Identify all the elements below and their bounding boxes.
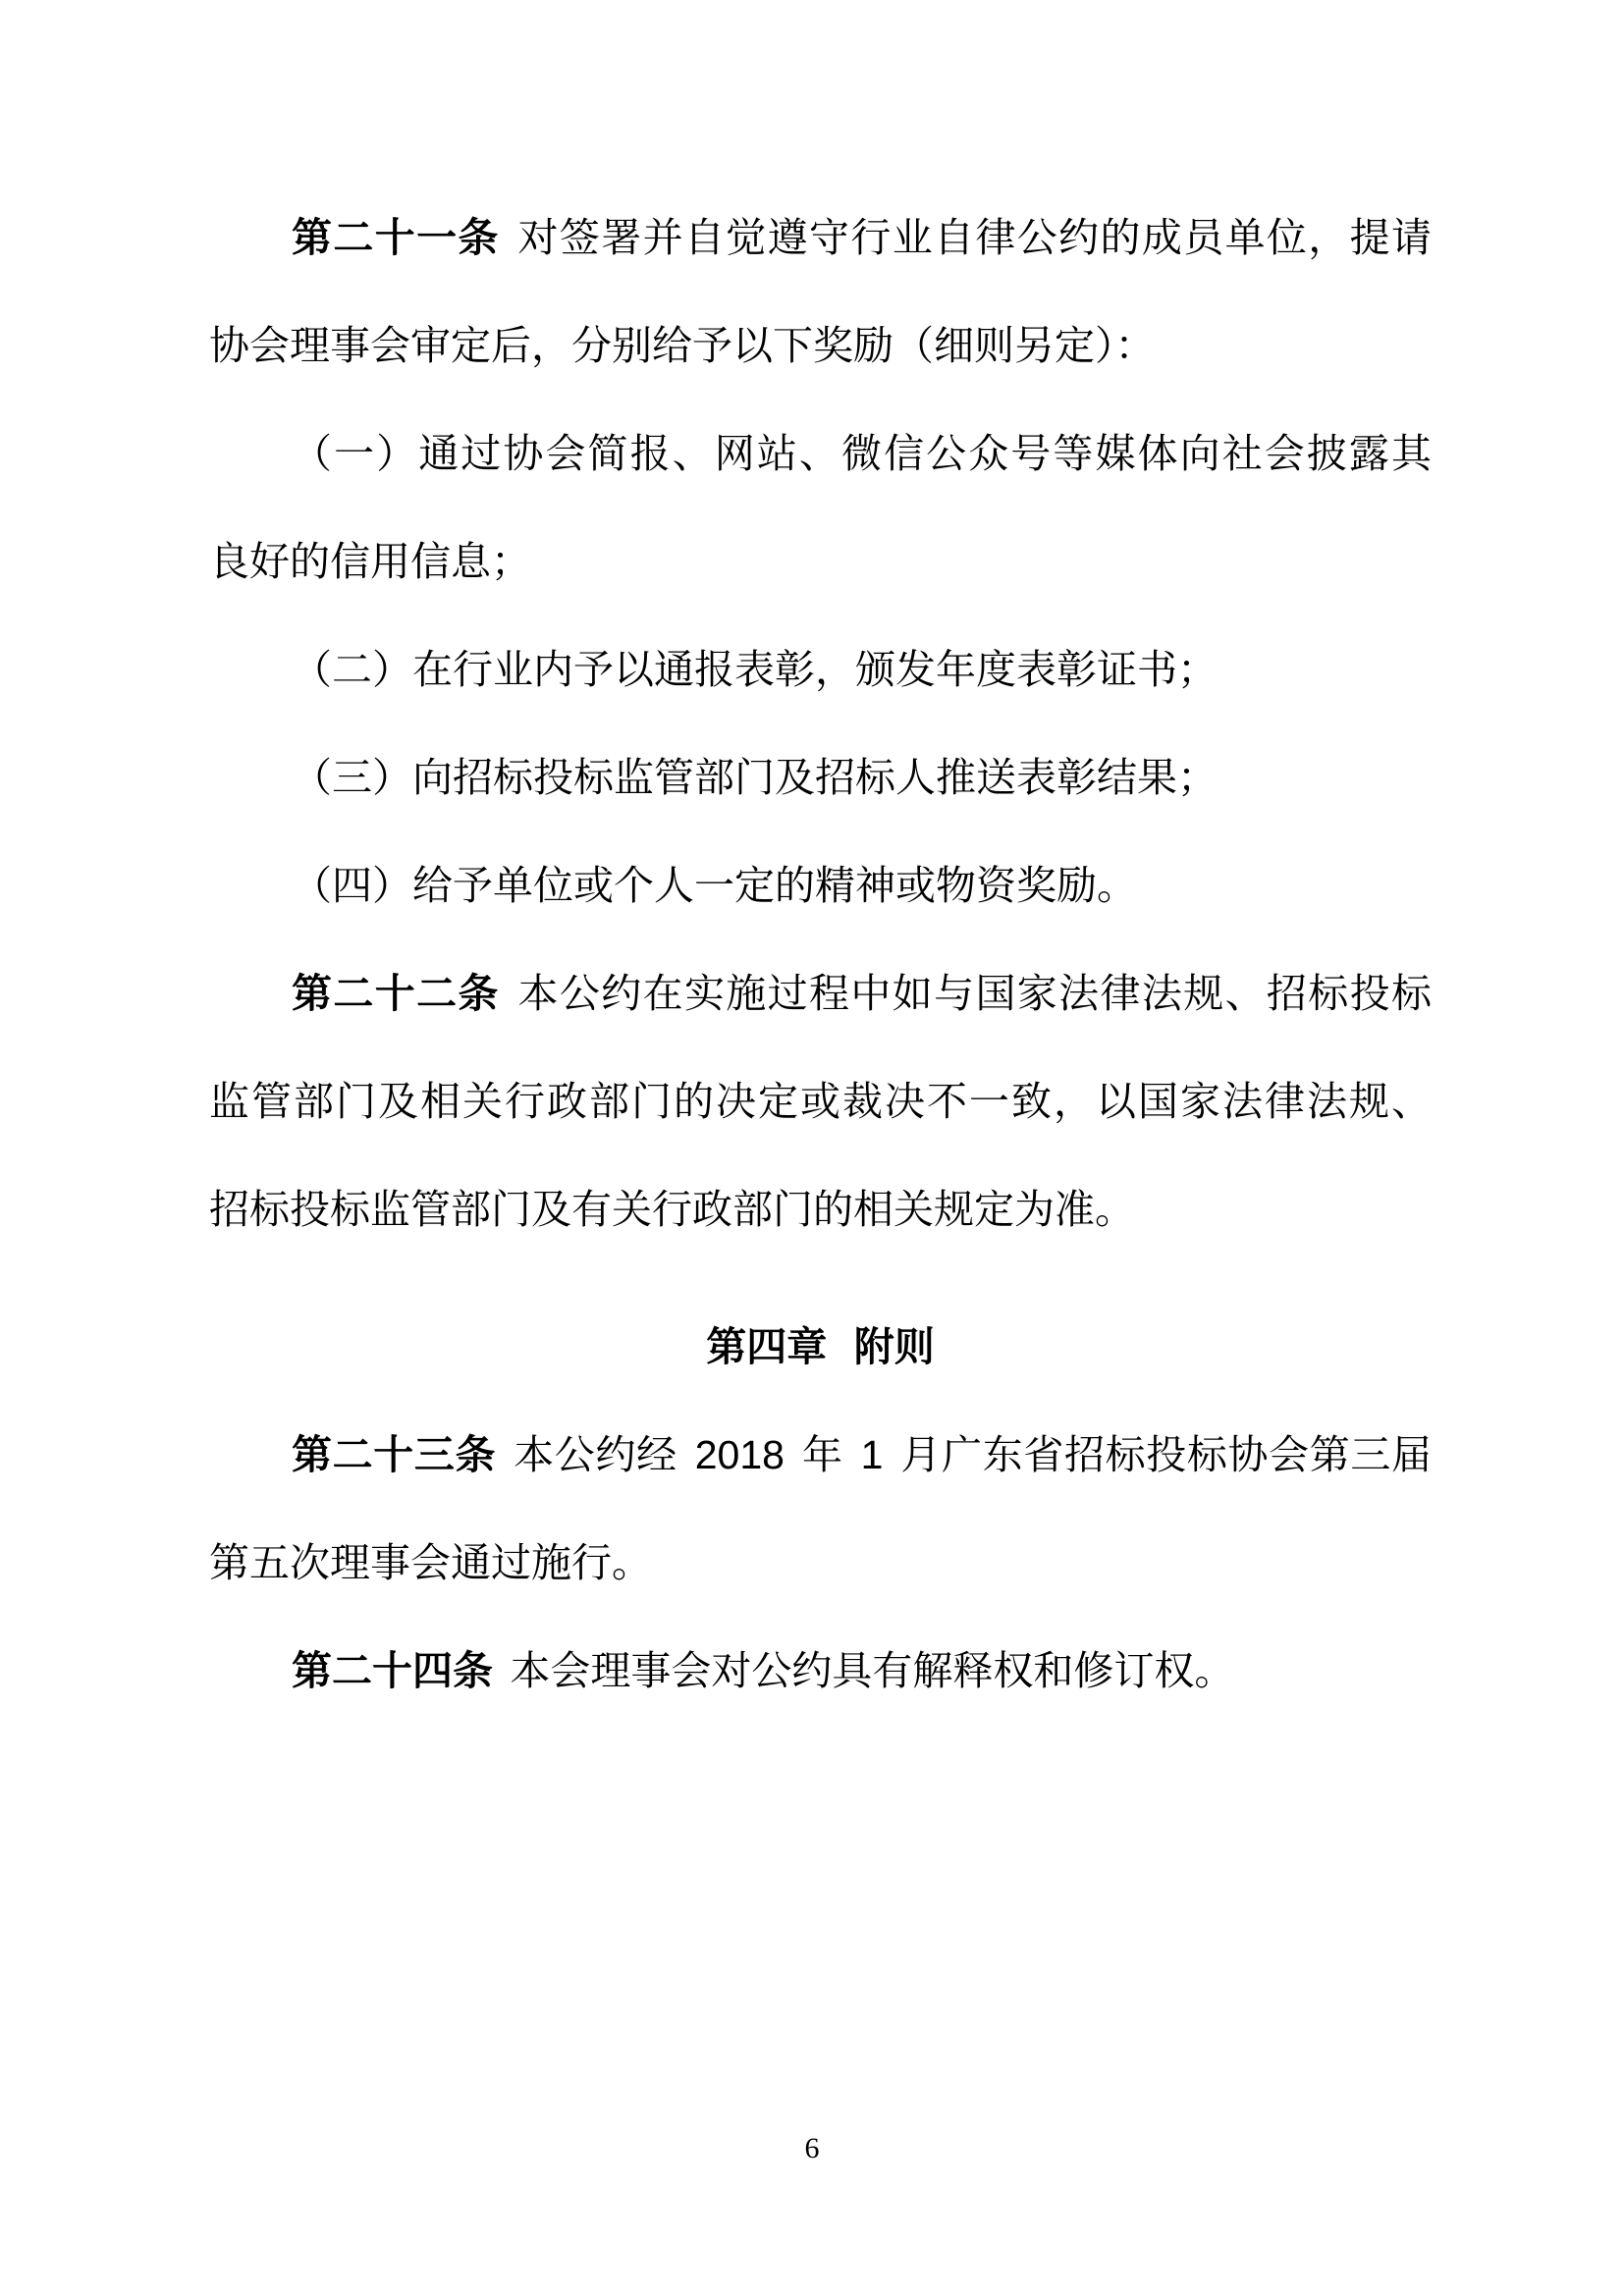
article-21-text-cont: 协会理事会审定后，分别给予以下奖励（细则另定）：	[209, 323, 1156, 368]
item-1-line-1	[209, 400, 1432, 507]
item-4-text: （四）给予单位或个人一定的精神或物资奖励。	[292, 863, 1137, 908]
page-footer	[0, 2132, 1624, 2165]
article-22-line-1	[209, 939, 1432, 1047]
article-24-text: 本会理事会对公约具有解释权和修订权。	[493, 1648, 1235, 1693]
article-23-text: 本公约经 2018 年 1 月广东省招标投标协会第三届	[496, 1432, 1432, 1477]
article-23-line-2	[209, 1509, 1432, 1617]
chapter-4-heading-text: 第四章 附则	[706, 1324, 935, 1369]
item-2-text: （二）在行业内予以通报表彰，颁发年度表彰证书；	[292, 647, 1218, 692]
item-3-text: （三）向招标投标监管部门及招标人推送表彰结果；	[292, 755, 1218, 800]
item-4-line	[209, 831, 1432, 939]
article-23-text-cont: 第五次理事会通过施行。	[209, 1540, 652, 1585]
article-22-text: 本公约在实施过程中如与国家法律法规、招标投标	[499, 971, 1432, 1016]
chapter-4-heading	[209, 1293, 1432, 1401]
article-22-line-2	[209, 1047, 1432, 1155]
item-2-line	[209, 615, 1432, 723]
article-21-text: 对签署并自觉遵守行业自律公约的成员单位，提请	[499, 215, 1432, 260]
article-22-number: 第二十二条	[292, 971, 500, 1016]
article-22-text-cont-1: 监管部门及相关行政部门的决定或裁决不一致，以国家法律法规、	[209, 1079, 1432, 1124]
item-1-text: （一）通过协会简报、网站、微信公众号等媒体向社会披露其	[292, 431, 1432, 476]
article-24-line	[209, 1617, 1432, 1725]
article-23-number: 第二十三条	[292, 1432, 497, 1477]
item-1-text-cont: 良好的信用信息；	[209, 539, 531, 584]
article-22-line-3	[209, 1155, 1432, 1263]
article-23-line-1	[209, 1401, 1432, 1509]
article-21-number: 第二十一条	[292, 215, 500, 260]
item-3-line	[209, 723, 1432, 831]
article-22-text-cont-2: 招标投标监管部门及有关行政部门的相关规定为准。	[209, 1187, 1135, 1232]
item-1-line-2	[209, 507, 1432, 615]
article-21-line-2	[209, 292, 1432, 400]
page-number: 6	[804, 2132, 820, 2164]
article-21-line-1	[209, 184, 1432, 292]
article-24-number: 第二十四条	[292, 1648, 493, 1693]
